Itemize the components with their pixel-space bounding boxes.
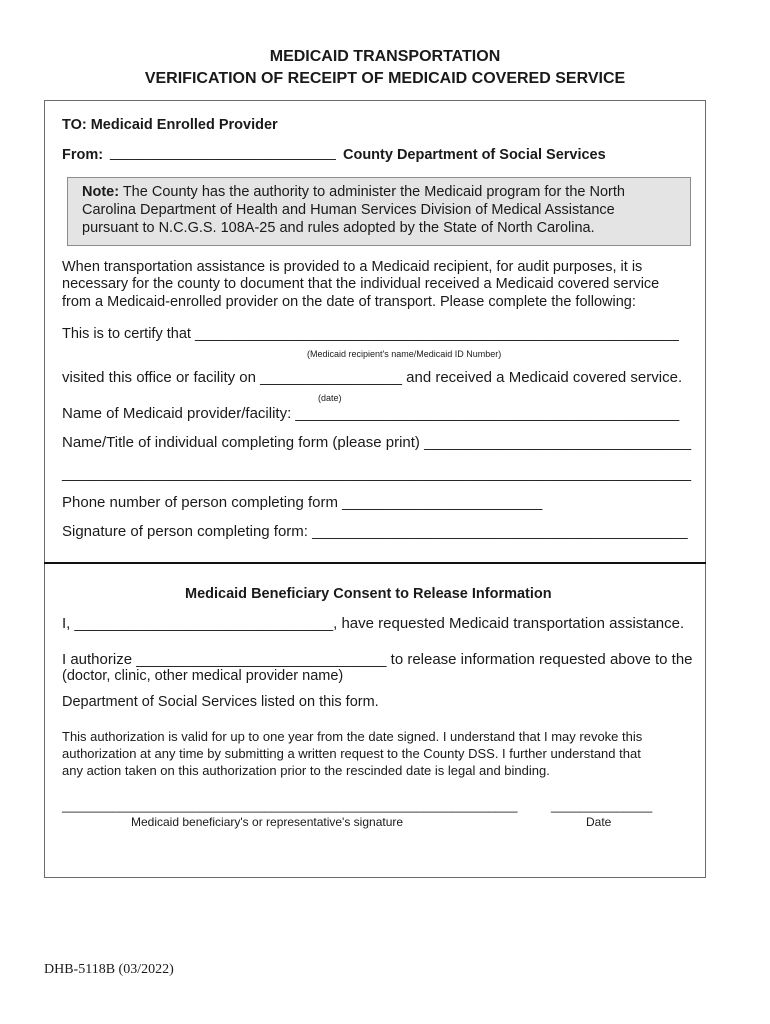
beneficiary-signature-field[interactable]: _______________________________________________________________ bbox=[62, 798, 518, 813]
intro-line-2: necessary for the county to document that the individual received a Medicaid covered service bbox=[62, 276, 660, 292]
signature-date-field[interactable]: ______________ bbox=[551, 798, 653, 813]
beneficiary-name-field[interactable]: I, _______________________________, have requested Medicaid transportation assistance. bbox=[62, 615, 685, 632]
authorize-provider-field[interactable]: I authorize ______________________________ to release information requested above to the bbox=[62, 651, 693, 668]
form-number: DHB-5118B (03/2022) bbox=[44, 962, 174, 977]
authorization-line-1: This authorization is valid for up to one year from the date signed. I understand that I may revoke this bbox=[62, 729, 643, 744]
from-label: From: bbox=[62, 147, 104, 163]
intro-line-1: When transportation assistance is provided to a Medicaid recipient, for audit purposes, it is bbox=[62, 259, 643, 275]
certify-caption: (Medicaid recipient's name/Medicaid ID Number) bbox=[307, 349, 502, 359]
phone-field[interactable]: Phone number of person completing form ________________________ bbox=[62, 494, 543, 511]
authorize-caption: (doctor, clinic, other medical provider name) bbox=[62, 668, 344, 684]
visited-date-field[interactable]: visited this office or facility on _________________ and received a Medicaid covered service. bbox=[62, 369, 683, 386]
consent-heading: Medicaid Beneficiary Consent to Release Information bbox=[185, 586, 552, 602]
form-title-line2: VERIFICATION OF RECEIPT OF MEDICAID COVERED SERVICE bbox=[144, 70, 626, 87]
date-label: Date bbox=[586, 815, 612, 829]
name-title-field[interactable]: Name/Title of individual completing form (please print) ________________________________ bbox=[62, 434, 692, 451]
provider-name-field[interactable]: Name of Medicaid provider/facility: ______________________________________________ bbox=[62, 405, 680, 422]
note-label: Note: bbox=[82, 184, 120, 200]
note-text-1: The County has the authority to administer the Medicaid program for the North bbox=[119, 184, 625, 200]
name-title-continuation-field[interactable]: ______________________________________________________________________________ bbox=[62, 466, 692, 482]
to-line: TO: Medicaid Enrolled Provider bbox=[62, 117, 278, 133]
signature-field[interactable]: Signature of person completing form: _____________________________________________ bbox=[62, 523, 688, 540]
certify-recipient-field[interactable]: This is to certify that ____________________________________________________________ bbox=[62, 326, 679, 342]
form-title-line1: MEDICAID TRANSPORTATION bbox=[269, 48, 501, 65]
intro-line-3: from a Medicaid-enrolled provider on the date of transport. Please complete the following: bbox=[62, 294, 636, 310]
from-suffix: County Department of Social Services bbox=[343, 147, 606, 163]
section-divider bbox=[44, 562, 706, 564]
from-county-field[interactable]: ____________________________ bbox=[110, 145, 336, 161]
note-line-1 bbox=[82, 184, 625, 200]
signature-caption: Medicaid beneficiary's or representative's signature bbox=[131, 815, 404, 829]
note-line-3: pursuant to N.C.G.S. 108A-25 and rules adopted by the State of North Carolina. bbox=[82, 220, 595, 236]
note-line-2: Carolina Department of Health and Human Services Division of Medical Assistance bbox=[82, 202, 615, 218]
authorization-line-3: any action taken on this authorization prior to the rescinded date is legal and binding. bbox=[62, 763, 550, 778]
authorization-line-2: authorization at any time by submitting a written request to the County DSS. I further understand that bbox=[62, 746, 641, 761]
dss-line: Department of Social Services listed on this form. bbox=[62, 694, 379, 710]
date-caption: (date) bbox=[318, 393, 342, 403]
